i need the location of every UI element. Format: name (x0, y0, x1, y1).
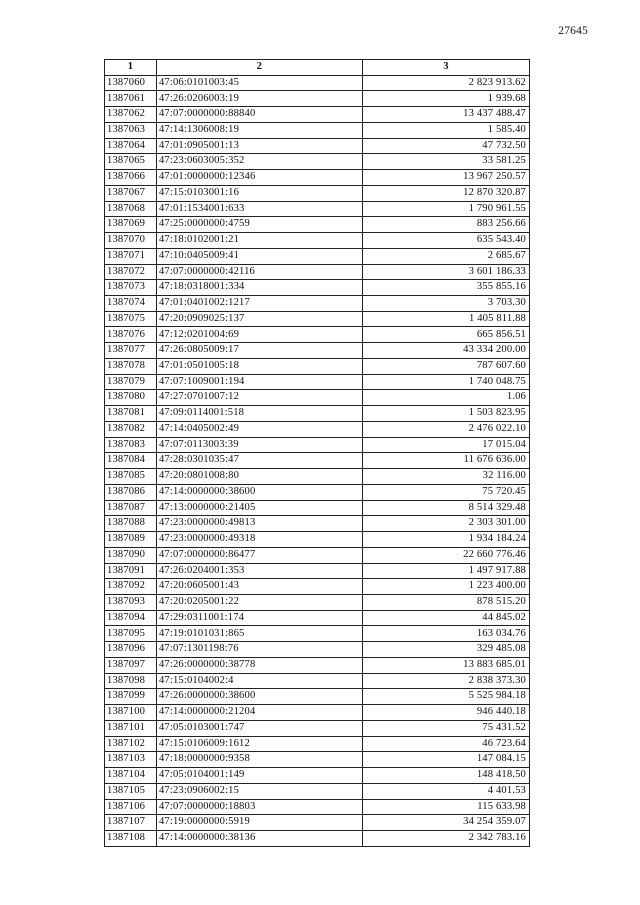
cadastral-number-cell: 47:05:0103001:747 (156, 720, 362, 736)
cadastral-number-cell: 47:26:0206003:19 (156, 91, 362, 107)
row-number-cell: 1387068 (105, 201, 157, 217)
row-number-cell: 1387076 (105, 327, 157, 343)
table-body (105, 75, 530, 846)
table-row (105, 75, 530, 91)
row-number-cell: 1387088 (105, 516, 157, 532)
table-row (105, 248, 530, 264)
cadastral-value-cell: 2 838 373.30 (362, 673, 529, 689)
cadastral-value-cell: 1 223 400.00 (362, 579, 529, 595)
cadastral-value-cell: 32 116.00 (362, 469, 529, 485)
table-row (105, 390, 530, 406)
row-number-cell: 1387064 (105, 138, 157, 154)
table-row (105, 642, 530, 658)
page-number: 27645 (558, 25, 588, 37)
cadastral-number-cell: 47:20:0909025:137 (156, 311, 362, 327)
table-row (105, 768, 530, 784)
cadastral-value-cell: 12 870 320.87 (362, 185, 529, 201)
table-row (105, 783, 530, 799)
row-number-cell: 1387087 (105, 500, 157, 516)
table-row (105, 138, 530, 154)
table-row (105, 579, 530, 595)
cadastral-number-cell: 47:29:0311001:174 (156, 610, 362, 626)
cadastral-value-cell: 1 939.68 (362, 91, 529, 107)
row-number-cell: 1387067 (105, 185, 157, 201)
cadastral-value-cell: 4 401.53 (362, 783, 529, 799)
cadastral-number-cell: 47:23:0000000:49813 (156, 516, 362, 532)
cadastral-number-cell: 47:07:0000000:88840 (156, 107, 362, 123)
table-row (105, 327, 530, 343)
cadastral-value-cell: 1 497 917.88 (362, 563, 529, 579)
cadastral-value-cell: 44 845.02 (362, 610, 529, 626)
table-row (105, 469, 530, 485)
cadastral-value-cell: 13 883 685.01 (362, 657, 529, 673)
cadastral-number-cell: 47:01:0501005:18 (156, 358, 362, 374)
table-row (105, 799, 530, 815)
cadastral-number-cell: 47:15:0104002:4 (156, 673, 362, 689)
cadastral-number-cell: 47:23:0000000:49318 (156, 532, 362, 548)
cadastral-value-cell: 2 476 022.10 (362, 421, 529, 437)
cadastral-value-cell: 34 254 359.07 (362, 815, 529, 831)
cadastral-number-cell: 47:28:0301035:47 (156, 453, 362, 469)
table-row (105, 532, 530, 548)
table-row (105, 107, 530, 123)
table-row (105, 752, 530, 768)
table-row (105, 311, 530, 327)
table-row (105, 673, 530, 689)
cadastral-number-cell: 47:13:0000000:21405 (156, 500, 362, 516)
cadastral-value-cell: 787 607.60 (362, 358, 529, 374)
cadastral-value-cell: 946 440.18 (362, 705, 529, 721)
cadastral-value-cell: 1 405 811.88 (362, 311, 529, 327)
cadastral-number-cell: 47:18:0000000:9358 (156, 752, 362, 768)
cadastral-value-cell: 2 685.67 (362, 248, 529, 264)
cadastral-number-cell: 47:07:0000000:18803 (156, 799, 362, 815)
cadastral-value-cell: 1.06 (362, 390, 529, 406)
row-number-cell: 1387098 (105, 673, 157, 689)
table-row (105, 626, 530, 642)
row-number-cell: 1387085 (105, 469, 157, 485)
table-row (105, 563, 530, 579)
cadastral-number-cell: 47:01:0401002:1217 (156, 296, 362, 312)
row-number-cell: 1387095 (105, 626, 157, 642)
row-number-cell: 1387072 (105, 264, 157, 280)
cadastral-number-cell: 47:14:0405002:49 (156, 421, 362, 437)
row-number-cell: 1387084 (105, 453, 157, 469)
row-number-cell: 1387094 (105, 610, 157, 626)
row-number-cell: 1387105 (105, 783, 157, 799)
row-number-cell: 1387066 (105, 170, 157, 186)
row-number-cell: 1387104 (105, 768, 157, 784)
cadastral-value-cell: 3 601 186.33 (362, 264, 529, 280)
row-number-cell: 1387106 (105, 799, 157, 815)
row-number-cell: 1387092 (105, 579, 157, 595)
cadastral-number-cell: 47:01:1534001:633 (156, 201, 362, 217)
table-row (105, 264, 530, 280)
cadastral-number-cell: 47:14:0000000:38600 (156, 484, 362, 500)
row-number-cell: 1387086 (105, 484, 157, 500)
cadastral-number-cell: 47:07:1301198:76 (156, 642, 362, 658)
cadastral-number-cell: 47:20:0605001:43 (156, 579, 362, 595)
cadastral-number-cell: 47:12:0201004:69 (156, 327, 362, 343)
cadastral-value-cell: 46 723.64 (362, 736, 529, 752)
row-number-cell: 1387075 (105, 311, 157, 327)
table-row (105, 500, 530, 516)
table-row (105, 610, 530, 626)
table-row (105, 736, 530, 752)
cadastral-value-cell: 883 256.66 (362, 217, 529, 233)
row-number-cell: 1387079 (105, 374, 157, 390)
table-row (105, 453, 530, 469)
header-col-2: 2 (156, 60, 362, 76)
row-number-cell: 1387071 (105, 248, 157, 264)
cadastral-value-cell: 11 676 636.00 (362, 453, 529, 469)
row-number-cell: 1387074 (105, 296, 157, 312)
cadastral-number-cell: 47:27:0701007:12 (156, 390, 362, 406)
cadastral-value-cell: 163 034.76 (362, 626, 529, 642)
row-number-cell: 1387065 (105, 154, 157, 170)
cadastral-value-cell: 115 633.98 (362, 799, 529, 815)
row-number-cell: 1387100 (105, 705, 157, 721)
cadastral-number-cell: 47:07:1009001:194 (156, 374, 362, 390)
row-number-cell: 1387078 (105, 358, 157, 374)
cadastral-value-cell: 147 084.15 (362, 752, 529, 768)
table-row (105, 594, 530, 610)
table-row (105, 657, 530, 673)
row-number-cell: 1387102 (105, 736, 157, 752)
row-number-cell: 1387101 (105, 720, 157, 736)
table-row (105, 280, 530, 296)
cadastral-number-cell: 47:26:0805009:17 (156, 343, 362, 359)
cadastral-value-cell: 13 967 250.57 (362, 170, 529, 186)
table-row (105, 154, 530, 170)
cadastral-value-cell: 1 790 961.55 (362, 201, 529, 217)
table-row (105, 296, 530, 312)
cadastral-value-cell: 329 485.08 (362, 642, 529, 658)
table-row (105, 705, 530, 721)
cadastral-number-cell: 47:09:0114001:518 (156, 406, 362, 422)
cadastral-value-cell: 2 823 913.62 (362, 75, 529, 91)
cadastral-number-cell: 47:01:0000000:12346 (156, 170, 362, 186)
cadastral-number-cell: 47:19:0101031:865 (156, 626, 362, 642)
cadastral-value-cell: 1 585.40 (362, 122, 529, 138)
cadastral-value-table (104, 59, 530, 847)
cadastral-value-cell: 47 732.50 (362, 138, 529, 154)
cadastral-number-cell: 47:15:0103001:16 (156, 185, 362, 201)
cadastral-number-cell: 47:14:0000000:21204 (156, 705, 362, 721)
row-number-cell: 1387073 (105, 280, 157, 296)
cadastral-number-cell: 47:20:0205001:22 (156, 594, 362, 610)
table-row (105, 358, 530, 374)
table-row (105, 217, 530, 233)
row-number-cell: 1387107 (105, 815, 157, 831)
table-header-row (105, 60, 530, 76)
cadastral-number-cell: 47:14:1306008:19 (156, 122, 362, 138)
row-number-cell: 1387090 (105, 547, 157, 563)
table-row (105, 233, 530, 249)
cadastral-number-cell: 47:07:0000000:42116 (156, 264, 362, 280)
cadastral-value-cell: 8 514 329.48 (362, 500, 529, 516)
row-number-cell: 1387062 (105, 107, 157, 123)
cadastral-value-cell: 1 503 823.95 (362, 406, 529, 422)
row-number-cell: 1387108 (105, 830, 157, 846)
cadastral-number-cell: 47:26:0000000:38778 (156, 657, 362, 673)
cadastral-number-cell: 47:18:0102001:21 (156, 233, 362, 249)
table-row (105, 484, 530, 500)
cadastral-value-cell: 17 015.04 (362, 437, 529, 453)
table-row (105, 91, 530, 107)
row-number-cell: 1387097 (105, 657, 157, 673)
header-col-3: 3 (362, 60, 529, 76)
cadastral-number-cell: 47:05:0104001:149 (156, 768, 362, 784)
row-number-cell: 1387096 (105, 642, 157, 658)
table-row (105, 689, 530, 705)
cadastral-value-cell: 43 334 200.00 (362, 343, 529, 359)
table-row (105, 374, 530, 390)
row-number-cell: 1387099 (105, 689, 157, 705)
table-row (105, 122, 530, 138)
cadastral-value-cell: 355 855.16 (362, 280, 529, 296)
row-number-cell: 1387083 (105, 437, 157, 453)
cadastral-value-cell: 75 431.52 (362, 720, 529, 736)
cadastral-value-cell: 878 515.20 (362, 594, 529, 610)
row-number-cell: 1387070 (105, 233, 157, 249)
cadastral-value-cell: 2 303 301.00 (362, 516, 529, 532)
table-row (105, 185, 530, 201)
table-row (105, 421, 530, 437)
row-number-cell: 1387061 (105, 91, 157, 107)
cadastral-number-cell: 47:14:0000000:38136 (156, 830, 362, 846)
table-row (105, 516, 530, 532)
row-number-cell: 1387077 (105, 343, 157, 359)
row-number-cell: 1387063 (105, 122, 157, 138)
cadastral-value-cell: 665 856.51 (362, 327, 529, 343)
table-row (105, 547, 530, 563)
cadastral-value-cell: 1 934 184.24 (362, 532, 529, 548)
row-number-cell: 1387081 (105, 406, 157, 422)
cadastral-value-cell: 2 342 783.16 (362, 830, 529, 846)
cadastral-number-cell: 47:19:0000000:5919 (156, 815, 362, 831)
cadastral-value-cell: 148 418.50 (362, 768, 529, 784)
row-number-cell: 1387069 (105, 217, 157, 233)
header-col-1: 1 (105, 60, 157, 76)
row-number-cell: 1387082 (105, 421, 157, 437)
cadastral-value-cell: 13 437 488.47 (362, 107, 529, 123)
cadastral-number-cell: 47:10:0405009:41 (156, 248, 362, 264)
cadastral-value-cell: 5 525 984.18 (362, 689, 529, 705)
cadastral-value-cell: 22 660 776.46 (362, 547, 529, 563)
cadastral-number-cell: 47:23:0906002:15 (156, 783, 362, 799)
cadastral-value-cell: 75 720.45 (362, 484, 529, 500)
cadastral-number-cell: 47:18:0318001:334 (156, 280, 362, 296)
cadastral-number-cell: 47:26:0000000:38600 (156, 689, 362, 705)
table-row (105, 343, 530, 359)
cadastral-number-cell: 47:23:0603005:352 (156, 154, 362, 170)
cadastral-number-cell: 47:20:0801008:80 (156, 469, 362, 485)
table-row (105, 406, 530, 422)
cadastral-number-cell: 47:01:0905001:13 (156, 138, 362, 154)
table-row (105, 170, 530, 186)
cadastral-number-cell: 47:07:0113003:39 (156, 437, 362, 453)
row-number-cell: 1387103 (105, 752, 157, 768)
cadastral-value-cell: 635 543.40 (362, 233, 529, 249)
table-row (105, 201, 530, 217)
cadastral-value-cell: 3 703.30 (362, 296, 529, 312)
cadastral-number-cell: 47:25:0000000:4759 (156, 217, 362, 233)
cadastral-number-cell: 47:26:0204001:353 (156, 563, 362, 579)
cadastral-number-cell: 47:15:0106009:1612 (156, 736, 362, 752)
row-number-cell: 1387080 (105, 390, 157, 406)
cadastral-number-cell: 47:06:0101003:45 (156, 75, 362, 91)
table-row (105, 830, 530, 846)
row-number-cell: 1387093 (105, 594, 157, 610)
cadastral-value-cell: 33 581.25 (362, 154, 529, 170)
table-row (105, 815, 530, 831)
cadastral-value-cell: 1 740 048.75 (362, 374, 529, 390)
row-number-cell: 1387091 (105, 563, 157, 579)
cadastral-number-cell: 47:07:0000000:86477 (156, 547, 362, 563)
table-row (105, 437, 530, 453)
table-row (105, 720, 530, 736)
row-number-cell: 1387060 (105, 75, 157, 91)
row-number-cell: 1387089 (105, 532, 157, 548)
